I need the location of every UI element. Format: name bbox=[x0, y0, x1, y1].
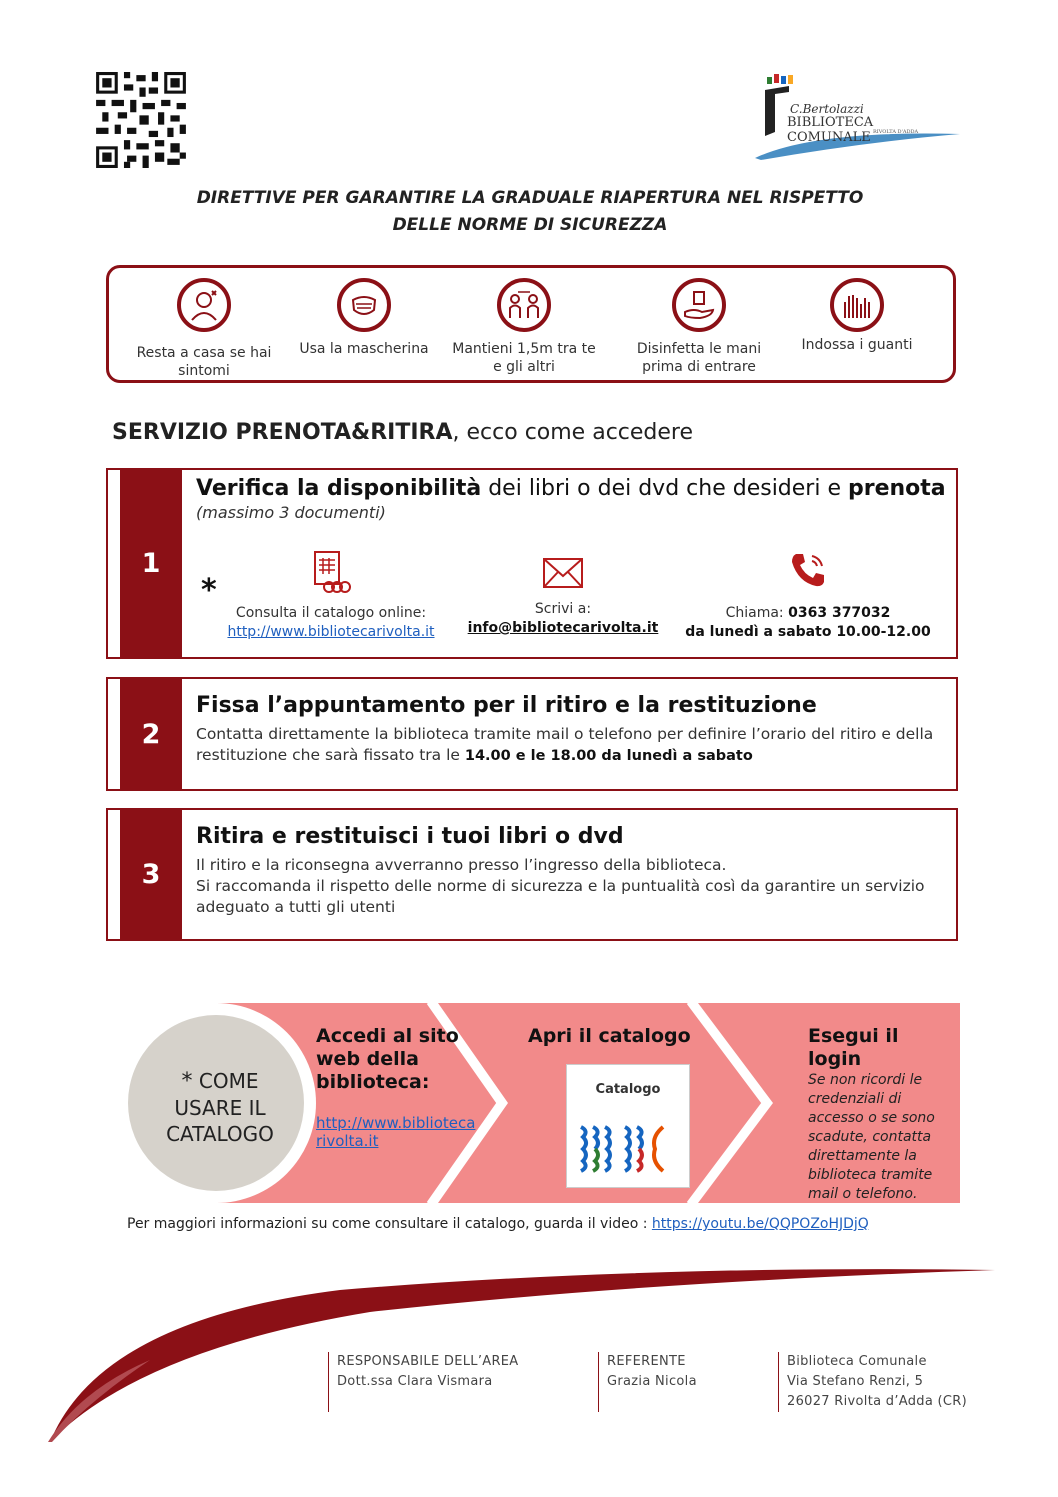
step-title-bold-a: Verifica la disponibilità bbox=[196, 476, 482, 501]
banner-step-access bbox=[316, 1025, 496, 1150]
step-number: 3 bbox=[120, 810, 182, 939]
hand-sanitizer-icon bbox=[672, 278, 726, 332]
footer-line: Grazia Nicola bbox=[607, 1374, 697, 1389]
step-title-bold-b: prenota bbox=[847, 476, 946, 501]
step-3-box bbox=[106, 808, 958, 941]
circle-line2: USARE IL bbox=[174, 1096, 266, 1120]
phone-icon bbox=[788, 550, 828, 590]
more-info-text: Per maggiori informazioni su come consultare il catalogo, guarda il video : bbox=[127, 1216, 652, 1232]
more-info bbox=[127, 1216, 869, 1232]
phone-hours: da lunedì a sabato 10.00-12.00 bbox=[685, 624, 931, 640]
step-text-bold: 14.00 e le 18.00 da lunedì a sabato bbox=[464, 748, 753, 764]
logo-line1: C.Bertolazzi bbox=[790, 102, 864, 116]
footer-contact bbox=[598, 1352, 697, 1412]
library-logo bbox=[755, 72, 960, 162]
step-body bbox=[196, 476, 946, 522]
logo-line2: BIBLIOTECA COMUNALE bbox=[787, 115, 874, 145]
service-title-bold: SERVIZIO PRENOTA&RITIRA bbox=[112, 420, 453, 445]
safety-rules-box bbox=[106, 265, 956, 383]
step-text-line2: Si raccomanda il rispetto delle norme di sicurezza e la puntualità così da garantire un servizio adeguato a tutti gli utenti bbox=[196, 877, 925, 916]
access-title-l1: Accedi al sito bbox=[316, 1025, 459, 1047]
rule-label: Indossa i guanti bbox=[801, 337, 913, 353]
step-body bbox=[196, 824, 946, 918]
phone-column bbox=[678, 550, 938, 642]
catalog-card-label: Catalogo bbox=[595, 1082, 661, 1097]
rule-label: Mantieni 1,5m tra te e gli altri bbox=[452, 341, 596, 375]
circle-line3: CATALOGO bbox=[166, 1122, 274, 1146]
step-title-normal: dei libri o dei dvd che desideri e bbox=[481, 476, 848, 501]
mail-link[interactable]: info@bibliotecarivolta.it bbox=[467, 620, 659, 636]
phone-number[interactable]: 0363 377032 bbox=[788, 605, 891, 621]
footer-line: Via Stefano Renzi, 5 bbox=[787, 1374, 924, 1389]
footer-line: Biblioteca Comunale bbox=[787, 1354, 927, 1369]
catalog-card[interactable] bbox=[566, 1064, 690, 1188]
footer-line: 26027 Rivolta d’Adda (CR) bbox=[787, 1394, 967, 1409]
footer-line: Dott.ssa Clara Vismara bbox=[337, 1374, 493, 1389]
catalog-logo-icon bbox=[575, 1123, 683, 1175]
rule-item bbox=[782, 278, 932, 354]
directive-heading: DIRETTIVE PER GARANTIRE LA GRADUALE RIAPERTURA NEL RISPETTO DELLE NORME DI SICUREZZA bbox=[196, 188, 864, 235]
mail-column bbox=[458, 556, 668, 638]
catalog-howto-banner bbox=[108, 1003, 963, 1203]
footer-manager bbox=[328, 1352, 519, 1412]
access-title-l2: web della bbox=[316, 1048, 419, 1070]
video-link[interactable]: https://youtu.be/QQPOZoHJDjQ bbox=[651, 1216, 869, 1232]
catalog-column bbox=[206, 550, 456, 642]
circle-line1: COME bbox=[198, 1069, 259, 1093]
access-title-l3: biblioteca: bbox=[316, 1071, 430, 1093]
catalog-link[interactable]: http://www.bibliotecarivolta.it bbox=[227, 624, 435, 640]
step-text-normal: Contatta direttamente la biblioteca tramite mail o telefono per definire l’orario del ritiro e della restituzione che sarà fissato tra le bbox=[196, 725, 934, 764]
service-title bbox=[112, 420, 693, 445]
footer-line: RESPONSABILE DELL’AREA bbox=[337, 1354, 519, 1369]
mail-label: Scrivi a: bbox=[534, 601, 592, 617]
access-link-l1[interactable]: http://www.biblioteca bbox=[316, 1114, 476, 1132]
phone-line bbox=[678, 604, 938, 623]
distance-icon bbox=[497, 278, 551, 332]
rule-label: Disinfetta le mani prima di entrare bbox=[636, 341, 762, 375]
rule-item bbox=[449, 278, 599, 376]
access-link[interactable] bbox=[316, 1114, 496, 1150]
step-title: Ritira e restituisci i tuoi libri o dvd bbox=[196, 824, 624, 849]
rule-item bbox=[624, 278, 774, 376]
step-title: Fissa l’appuntamento per il ritiro e la restituzione bbox=[196, 693, 817, 718]
step-number: 1 bbox=[120, 470, 182, 657]
footer-line: REFERENTE bbox=[607, 1354, 686, 1369]
step-2-box bbox=[106, 677, 958, 791]
step-subtitle: (massimo 3 documenti) bbox=[196, 503, 386, 522]
mail-icon bbox=[541, 556, 585, 590]
step-1-box bbox=[106, 468, 958, 659]
rule-item bbox=[289, 278, 439, 358]
step-text-line1: Il ritiro e la riconsegna avverranno presso l’ingresso della biblioteca. bbox=[196, 856, 727, 874]
gloves-icon bbox=[830, 278, 884, 332]
circle-asterisk: * bbox=[181, 1069, 193, 1094]
rule-label: Usa la mascherina bbox=[299, 341, 429, 357]
asterisk: * bbox=[201, 573, 217, 608]
banner-step-login bbox=[808, 1025, 958, 1204]
phone-label: Chiama: bbox=[725, 605, 789, 621]
service-title-rest: , ecco come accedere bbox=[452, 420, 694, 445]
catalog-document-icon bbox=[311, 550, 351, 594]
step-number: 2 bbox=[120, 679, 182, 789]
face-mask-icon bbox=[337, 278, 391, 332]
login-text: Se non ricordi le credenziali di accesso o se sono scadute, contatta direttamente la biblioteca tramite mail o telefono. bbox=[808, 1072, 935, 1202]
how-to-circle bbox=[150, 1068, 290, 1147]
step-text bbox=[196, 724, 946, 767]
logo-line3: RIVOLTA D'ADDA bbox=[873, 129, 919, 135]
open-title: Apri il catalogo bbox=[528, 1025, 691, 1047]
login-title: Esegui il login bbox=[808, 1025, 899, 1070]
banner-step-open bbox=[528, 1025, 698, 1048]
footer-address bbox=[778, 1352, 967, 1412]
access-link-l2[interactable]: rivolta.it bbox=[316, 1132, 379, 1150]
rule-item bbox=[129, 278, 279, 380]
step-body bbox=[196, 693, 946, 767]
catalog-label: Consulta il catalogo online: bbox=[235, 605, 427, 621]
step-title bbox=[196, 476, 946, 501]
sick-person-icon bbox=[177, 278, 231, 332]
rule-label: Resta a casa se hai sintomi bbox=[136, 345, 272, 379]
qr-code-icon[interactable] bbox=[96, 72, 186, 168]
